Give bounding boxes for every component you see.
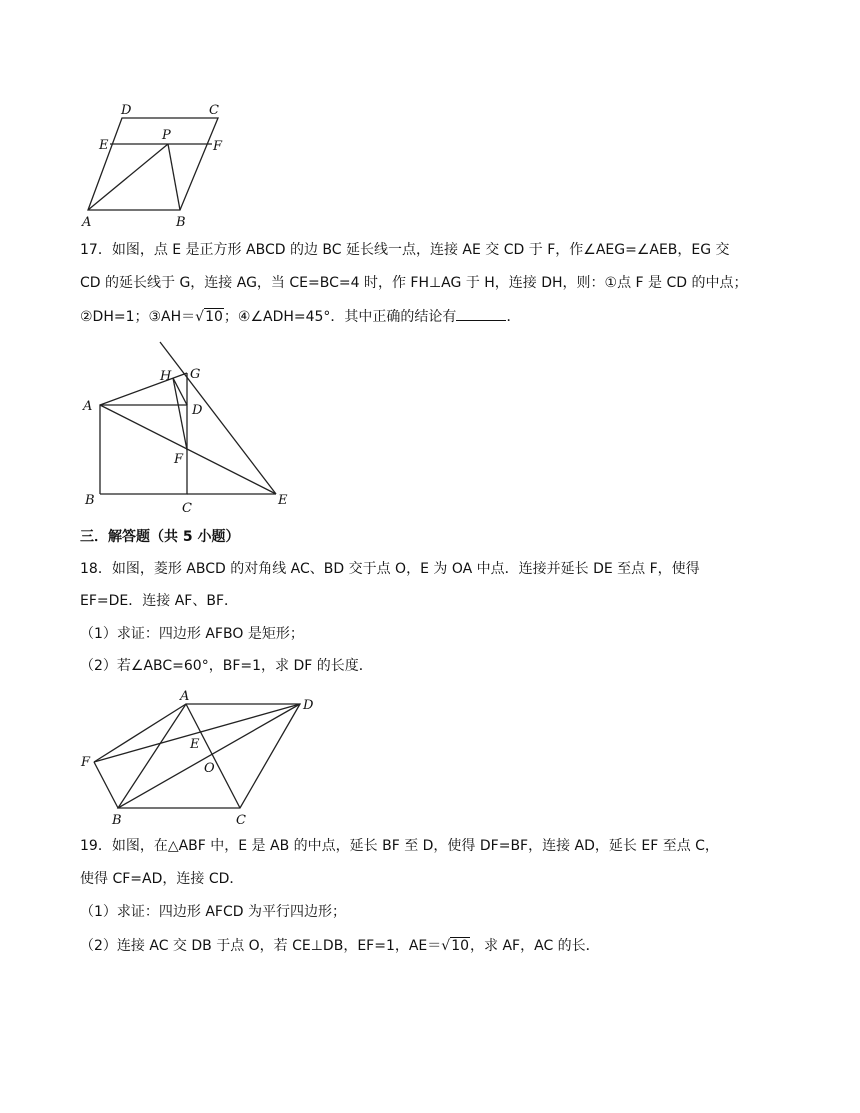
label-o: O — [204, 761, 215, 776]
q17-line-2: CD 的延长线于 G，连接 AG，当 CE=BC=4 时，作 FH⊥AG 于 H，连接 DH，则：①点 F 是 CD 的中点； — [80, 275, 748, 291]
diagonal-ac — [186, 704, 240, 808]
label-f: F — [81, 755, 91, 770]
sqrt-sign: √ — [195, 309, 205, 325]
sqrt-sign: √ — [441, 938, 451, 954]
q19-part-1: （1）求证：四边形 AFCD 为平行四边形； — [80, 904, 346, 920]
q19-part-2 — [80, 936, 800, 956]
section-heading: 三．解答题（共 5 小题） — [80, 529, 240, 545]
q17-line-3-end: ． — [506, 309, 521, 325]
segment-af — [94, 704, 186, 762]
label-a: A — [83, 399, 93, 414]
segment-bf — [94, 762, 118, 808]
label-e: E — [278, 493, 288, 508]
label-f: F — [174, 452, 184, 467]
q19-part-2-end: ，求 AF，AC 的长． — [470, 938, 600, 954]
square-outline — [100, 405, 187, 494]
figure-rhombus-abcd — [78, 688, 328, 828]
figure-parallelogram-abcd — [80, 100, 240, 230]
q18-line-1: 18．如图，菱形 ABCD 的对角线 AC、BD 交于点 O，E 为 OA 中点．连接并延长 DE 至点 F，使得 — [80, 561, 700, 577]
label-b: B — [176, 215, 186, 230]
label-d: D — [121, 103, 132, 118]
q19-part-2-start: （2）连接 AC 交 DB 于点 O，若 CE⊥DB，EF=1，AE＝ — [80, 938, 442, 954]
label-g: G — [190, 367, 201, 382]
label-d: D — [303, 698, 314, 713]
label-e: E — [99, 138, 109, 153]
label-a: A — [82, 215, 92, 230]
label-c: C — [236, 813, 246, 828]
label-c: C — [209, 103, 219, 118]
q17-line-3-start: ②DH=1；③AH＝ — [80, 309, 196, 325]
sqrt-10 — [195, 307, 224, 327]
segment-ae — [100, 405, 276, 494]
label-f: F — [213, 139, 223, 154]
label-c: C — [182, 501, 192, 516]
radicand: 10 — [205, 309, 223, 325]
segment-fh — [173, 378, 187, 450]
label-a: A — [180, 689, 190, 704]
line-extension-eg — [160, 342, 276, 494]
q17-line-3-middle: ；④∠ADH=45°．其中正确的结论有 — [223, 309, 457, 325]
segment-df — [94, 704, 300, 762]
label-e: E — [190, 737, 200, 752]
segment-ag — [100, 373, 187, 405]
label-b: B — [112, 813, 122, 828]
parallelogram-outline — [88, 118, 218, 210]
q19-line-2: 使得 CF=AD，连接 CD． — [80, 871, 244, 887]
q18-line-2: EF=DE．连接 AF、BF． — [80, 593, 238, 609]
label-b: B — [85, 493, 95, 508]
sqrt-10 — [441, 936, 470, 956]
label-h: H — [160, 369, 172, 384]
q17-line-1: 17．如图，点 E 是正方形 ABCD 的边 BC 延长线一点，连接 AE 交 CD 于 F，作∠AEG=∠AEB，EG 交 — [80, 242, 730, 258]
label-d: D — [192, 403, 203, 418]
q17-line-3 — [80, 306, 800, 327]
q18-part-2: （2）若∠ABC=60°，BF=1，求 DF 的长度． — [80, 658, 373, 674]
diagonal-bd — [118, 704, 300, 808]
q18-part-1: （1）求证：四边形 AFBO 是矩形； — [80, 626, 304, 642]
segment-bp — [168, 144, 180, 210]
figure-square-abcd-q17 — [80, 338, 300, 518]
label-p: P — [162, 128, 171, 143]
q19-line-1: 19．如图，在△ABF 中，E 是 AB 的中点，延长 BF 至 D，使得 DF=BF，连接 AD，延长 EF 至点 C， — [80, 838, 719, 854]
radicand: 10 — [451, 938, 470, 954]
answer-blank — [456, 306, 506, 321]
